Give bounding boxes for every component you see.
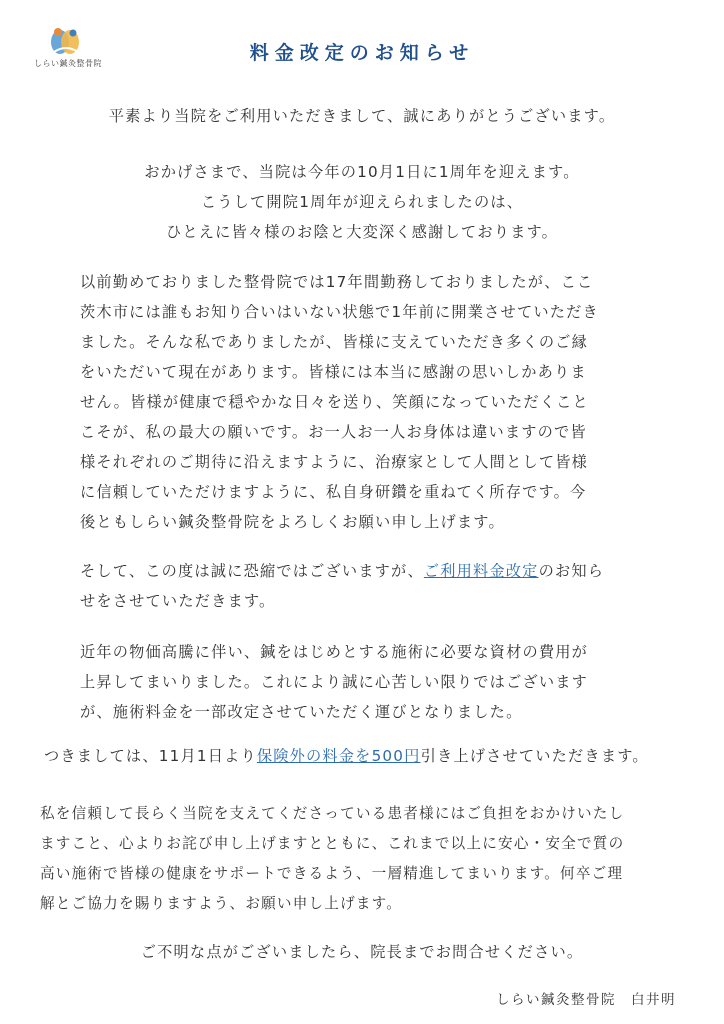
change-text: つきましては、11月1日より <box>44 747 257 765</box>
message-line: こそが、私の最大の願いです。お一人お一人お身体は違いますので皆 <box>80 423 587 441</box>
message-line: に信頼していただけますように、私自身研鑽を重ねてく所存です。今 <box>80 483 587 501</box>
message-line: をいただいて現在があります。皆様には本当に感謝の思いしかありま <box>80 363 587 381</box>
reason-line: 上昇してまいりました。これにより誠に心苦しい限りではございます <box>80 673 589 691</box>
apology-line: 高い施術で皆様の健康をサポートできるよう、一層精進してまいります。何卒ご理 <box>40 865 624 882</box>
change-text: 引き上げさせていただきます。 <box>420 747 649 765</box>
apology-line: ますこと、心よりお詫び申し上げますとともに、これまで以上に安心・安全で質の <box>40 835 625 852</box>
fee-revision-link[interactable]: ご利用料金改定 <box>423 562 539 580</box>
reason-line: 近年の物価高騰に伴い、鍼をはじめとする施術に必要な資材の費用が <box>80 643 589 661</box>
reason-line: が、施術料金を一部改定させていただく運びとなりました。 <box>80 703 523 721</box>
greeting-text: 平素より当院をご利用いただきまして、誠にありがとうございます。 <box>108 107 616 125</box>
message-line: ました。そんな私でありましたが、皆様に支えていただき多くのご縁 <box>80 333 589 351</box>
notice-line <box>80 556 604 586</box>
change-line <box>44 741 649 771</box>
message-line: 茨木市には誰もお知り合いはいない状態で1年前に開業させていただき <box>80 303 599 321</box>
anniversary-line: ひとえに皆々様のお陰と大変深く感謝しております。 <box>165 223 559 241</box>
anniversary-line: おかげさまで、当院は今年の10月1日に1周年を迎えます。 <box>144 163 580 181</box>
anniversary-line: こうして開院1周年が迎えられましたのは、 <box>200 193 524 211</box>
signature: しらい鍼灸整骨院 白井明 <box>496 992 676 1008</box>
message-line: 様それぞれのご期待に沿えますように、治療家として人間として皆様 <box>80 453 589 471</box>
notice-text: そして、この度は誠に恐縮ではございますが、 <box>80 562 424 580</box>
apology-line: 解とご協力を賜りますよう、お願い申し上げます。 <box>40 895 403 912</box>
clinic-logo-text: しらい鍼灸整骨院 <box>34 59 102 68</box>
price-increase-link[interactable]: 保険外の料金を500円 <box>256 747 421 765</box>
contact-text: ご不明な点がございましたら、院長までお問合せください。 <box>140 943 584 961</box>
apology-line: 私を信頼して長らく当院を支えてくださっている患者様にはご負担をおかけいたし <box>40 805 625 822</box>
page-title: 料金改定のお知らせ <box>249 42 475 64</box>
message-line: 以前勤めておりました整骨院では17年間勤務しておりましたが、ここ <box>80 273 594 291</box>
message-line: せん。皆様が健康で穏やかな日々を送り、笑顔になっていただくこと <box>80 393 589 411</box>
notice-line: せをさせていただきます。 <box>80 592 276 610</box>
message-line: 後ともしらい鍼灸整骨院をよろしくお願い申し上げます。 <box>80 513 505 531</box>
notice-text: のお知ら <box>538 562 605 580</box>
